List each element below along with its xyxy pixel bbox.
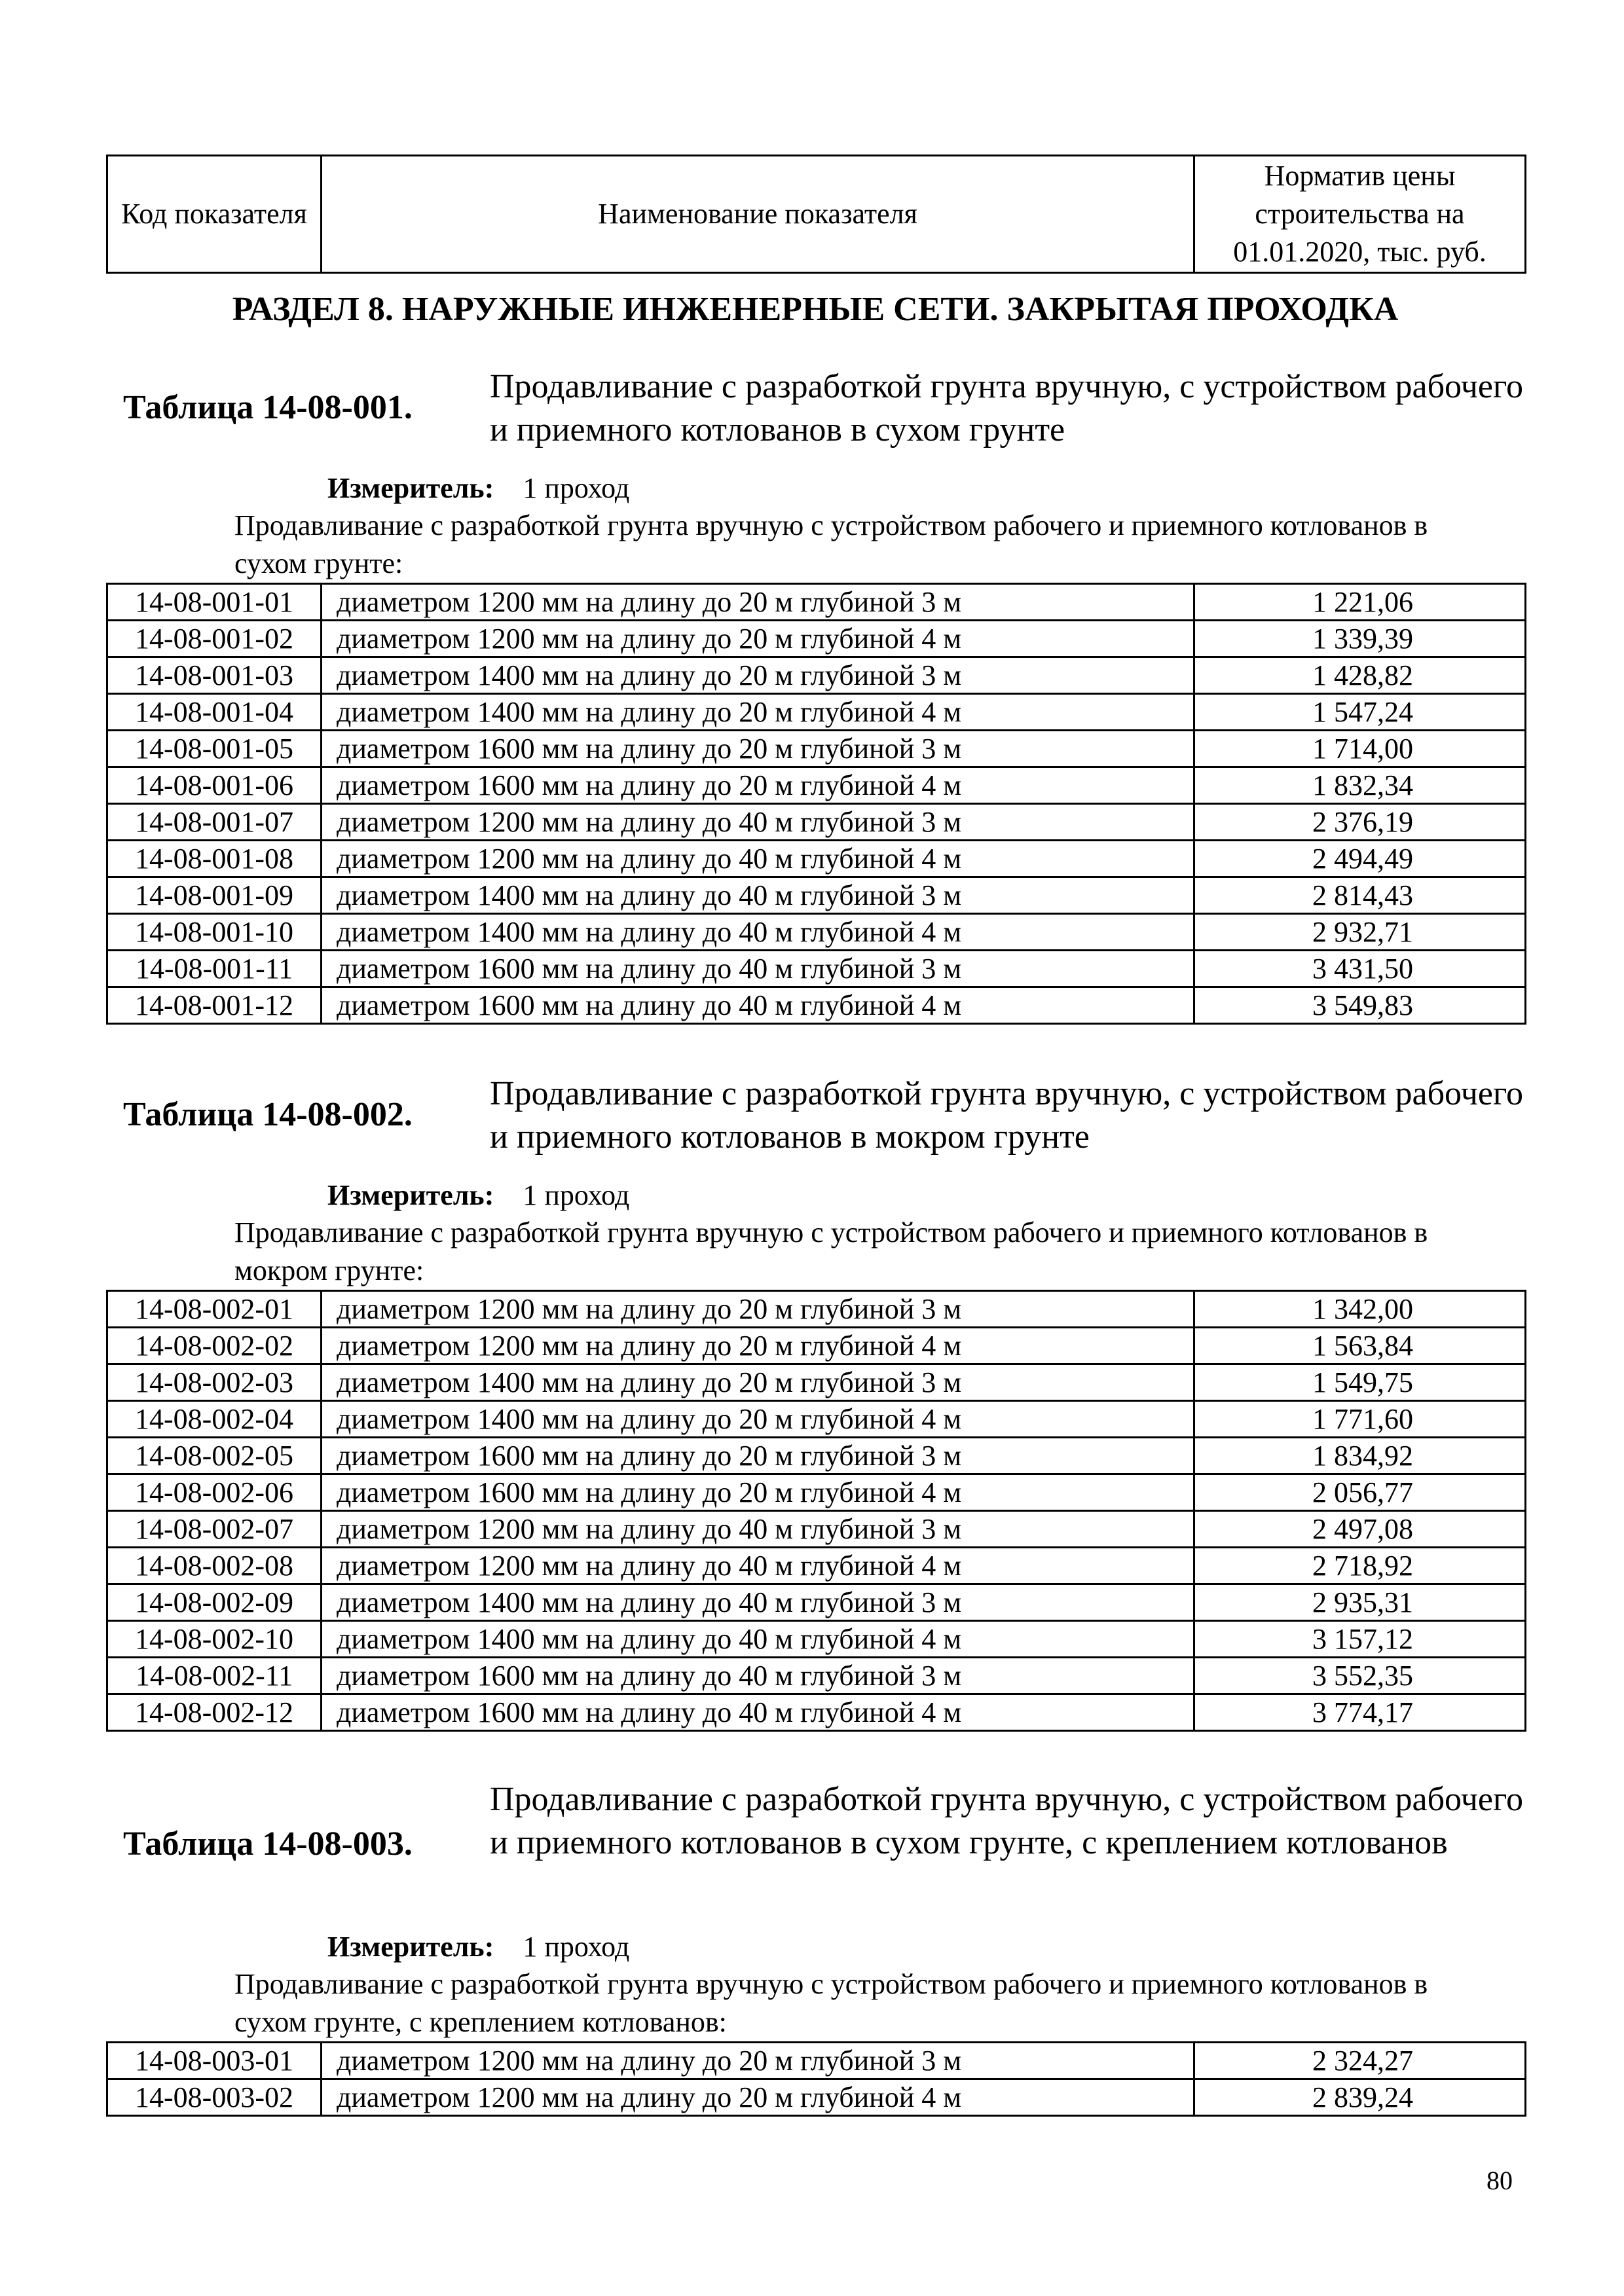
row-code: 14-08-001-09 [107,877,322,914]
row-name: диаметром 1400 мм на длину до 40 м глубиной 4 м [322,914,1194,951]
row-name: диаметром 1200 мм на длину до 40 м глубиной 4 м [322,1548,1194,1584]
row-code: 14-08-002-09 [107,1584,322,1621]
row-code: 14-08-001-07 [107,804,322,841]
table-row [107,2043,1526,2079]
row-name: диаметром 1400 мм на длину до 40 м глубиной 3 м [322,1584,1194,1621]
row-name: диаметром 1600 мм на длину до 40 м глубиной 3 м [322,1658,1194,1694]
row-price: 1 714,00 [1194,731,1526,767]
table-title: Продавливание с разработкой грунта вручную, с устройством рабочего и приемного котлованов в сухом грунте, с креплением котлованов [490,1781,1523,1861]
table-description: Продавливание с разработкой грунта вручную с устройством рабочего и приемного котлованов в мокром грунте: [234,1216,1428,1286]
row-name: диаметром 1400 мм на длину до 20 м глубиной 4 м [322,694,1194,731]
row-code: 14-08-001-02 [107,621,322,657]
row-code: 14-08-003-02 [107,2079,322,2116]
table-label: Таблица 14-08-001. [123,389,413,426]
row-code: 14-08-002-05 [107,1438,322,1474]
row-name: диаметром 1200 мм на длину до 40 м глубиной 3 м [322,1511,1194,1548]
measure-value: 1 проход [523,1179,630,1211]
header-price: Норматив цены строительства на 01.01.2020, тыс. руб. [1194,156,1526,273]
price-table [106,2041,1526,2117]
row-price: 1 339,39 [1194,621,1526,657]
row-price: 3 157,12 [1194,1621,1526,1658]
row-name: диаметром 1400 мм на длину до 20 м глубиной 4 м [322,1401,1194,1438]
table-row [107,1658,1526,1694]
table-description: Продавливание с разработкой грунта вручную с устройством рабочего и приемного котлованов в сухом грунте: [234,509,1428,579]
row-name: диаметром 1400 мм на длину до 20 м глубиной 3 м [322,657,1194,694]
table-row [107,804,1526,841]
header-name: Наименование показателя [322,156,1194,273]
row-price: 1 549,75 [1194,1364,1526,1401]
table-row [107,1548,1526,1584]
row-code: 14-08-002-07 [107,1511,322,1548]
section-title: РАЗДЕЛ 8. НАРУЖНЫЕ ИНЖЕНЕРНЫЕ СЕТИ. ЗАКРЫТАЯ ПРОХОДКА [232,291,1399,328]
row-price: 2 324,27 [1194,2043,1526,2079]
row-price: 1 563,84 [1194,1328,1526,1364]
table-row [107,731,1526,767]
price-table [106,583,1526,1025]
row-name: диаметром 1200 мм на длину до 20 м глубиной 3 м [322,1291,1194,1328]
row-price: 2 497,08 [1194,1511,1526,1548]
row-name: диаметром 1200 мм на длину до 40 м глубиной 4 м [322,841,1194,877]
row-code: 14-08-001-11 [107,951,322,987]
price-table [106,1290,1526,1732]
row-name: диаметром 1600 мм на длину до 40 м глубиной 4 м [322,987,1194,1024]
row-code: 14-08-002-01 [107,1291,322,1328]
table-row [107,1511,1526,1548]
row-name: диаметром 1600 мм на длину до 20 м глубиной 4 м [322,767,1194,804]
row-name: диаметром 1600 мм на длину до 40 м глубиной 3 м [322,951,1194,987]
row-code: 14-08-003-01 [107,2043,322,2079]
row-code: 14-08-002-03 [107,1364,322,1401]
table-description: Продавливание с разработкой грунта вручную с устройством рабочего и приемного котлованов в сухом грунте, с креплением котлованов: [234,1968,1428,2038]
row-price: 3 552,35 [1194,1658,1526,1694]
row-code: 14-08-002-12 [107,1694,322,1731]
table-title: Продавливание с разработкой грунта вручную, с устройством рабочего и приемного котлованов в мокром грунте [490,1075,1523,1156]
table-row [107,987,1526,1024]
row-price: 1 221,06 [1194,584,1526,621]
row-name: диаметром 1200 мм на длину до 40 м глубиной 3 м [322,804,1194,841]
row-name: диаметром 1600 мм на длину до 20 м глубиной 3 м [322,1438,1194,1474]
price-table-body [107,1291,1526,1731]
row-code: 14-08-002-08 [107,1548,322,1584]
row-price: 3 774,17 [1194,1694,1526,1731]
row-code: 14-08-002-06 [107,1474,322,1511]
measure-line [327,1929,629,1965]
table-label: Таблица 14-08-003. [123,1825,413,1863]
row-name: диаметром 1200 мм на длину до 20 м глубиной 4 м [322,2079,1194,2116]
row-name: диаметром 1200 мм на длину до 20 м глубиной 3 м [322,584,1194,621]
row-name: диаметром 1400 мм на длину до 20 м глубиной 3 м [322,1364,1194,1401]
table-row [107,1621,1526,1658]
row-price: 2 935,31 [1194,1584,1526,1621]
measure-value: 1 проход [523,1931,630,1963]
table-row [107,914,1526,951]
row-code: 14-08-001-12 [107,987,322,1024]
row-code: 14-08-002-11 [107,1658,322,1694]
row-price: 1 547,24 [1194,694,1526,731]
table-label: Таблица 14-08-002. [123,1096,413,1133]
row-code: 14-08-002-10 [107,1621,322,1658]
row-name: диаметром 1200 мм на длину до 20 м глубиной 4 м [322,1328,1194,1364]
header-code: Код показателя [107,156,322,273]
row-price: 2 494,49 [1194,841,1526,877]
row-price: 2 839,24 [1194,2079,1526,2116]
row-price: 2 056,77 [1194,1474,1526,1511]
row-price: 2 718,92 [1194,1548,1526,1584]
table-row [107,767,1526,804]
price-table-body [107,2043,1526,2116]
table-title: Продавливание с разработкой грунта вручную, с устройством рабочего и приемного котлованов в сухом грунте [490,368,1523,448]
table-row [107,1401,1526,1438]
table-row [107,1584,1526,1621]
header-table [106,155,1526,274]
row-code: 14-08-001-06 [107,767,322,804]
table-row [107,621,1526,657]
measure-label: Измеритель: [327,472,494,504]
row-price: 3 431,50 [1194,951,1526,987]
table-row [107,1364,1526,1401]
row-code: 14-08-001-10 [107,914,322,951]
row-price: 1 832,34 [1194,767,1526,804]
table-row [107,951,1526,987]
table-row [107,1328,1526,1364]
table-row [107,1694,1526,1731]
row-name: диаметром 1600 мм на длину до 20 м глубиной 3 м [322,731,1194,767]
measure-line [327,470,629,507]
row-code: 14-08-001-04 [107,694,322,731]
table-row [107,841,1526,877]
row-name: диаметром 1200 мм на длину до 20 м глубиной 3 м [322,2043,1194,2079]
table-row [107,1474,1526,1511]
row-price: 2 932,71 [1194,914,1526,951]
page-number: 80 [1486,2166,1513,2195]
price-table-body [107,584,1526,1024]
table-row [107,584,1526,621]
row-price: 1 834,92 [1194,1438,1526,1474]
row-code: 14-08-001-08 [107,841,322,877]
table-row [107,657,1526,694]
row-code: 14-08-001-03 [107,657,322,694]
row-price: 1 771,60 [1194,1401,1526,1438]
row-name: диаметром 1600 мм на длину до 40 м глубиной 4 м [322,1694,1194,1731]
row-code: 14-08-002-02 [107,1328,322,1364]
row-code: 14-08-001-01 [107,584,322,621]
table-row [107,2079,1526,2116]
row-price: 3 549,83 [1194,987,1526,1024]
measure-value: 1 проход [523,472,630,504]
row-name: диаметром 1600 мм на длину до 20 м глубиной 4 м [322,1474,1194,1511]
measure-label: Измеритель: [327,1931,494,1963]
row-price: 1 428,82 [1194,657,1526,694]
row-price: 2 376,19 [1194,804,1526,841]
row-price: 2 814,43 [1194,877,1526,914]
row-name: диаметром 1200 мм на длину до 20 м глубиной 4 м [322,621,1194,657]
row-name: диаметром 1400 мм на длину до 40 м глубиной 4 м [322,1621,1194,1658]
row-code: 14-08-001-05 [107,731,322,767]
row-name: диаметром 1400 мм на длину до 40 м глубиной 3 м [322,877,1194,914]
table-row [107,694,1526,731]
header-row [107,156,1526,273]
measure-line [327,1177,629,1214]
table-row [107,1438,1526,1474]
row-code: 14-08-002-04 [107,1401,322,1438]
table-row [107,1291,1526,1328]
measure-label: Измеритель: [327,1179,494,1211]
table-row [107,877,1526,914]
row-price: 1 342,00 [1194,1291,1526,1328]
